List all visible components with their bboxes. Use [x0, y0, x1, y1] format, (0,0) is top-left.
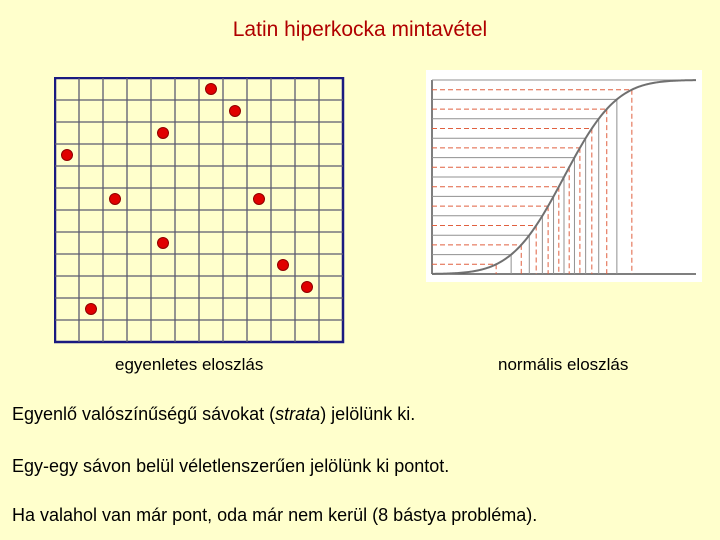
strata-term: strata: [275, 404, 321, 424]
random-point-paragraph: Egy-egy sávon belül véletlenszerűen jelölünk ki pontot.: [12, 456, 450, 476]
sample-point: [110, 194, 121, 205]
sample-point: [278, 260, 289, 271]
rook-problem-paragraph: Ha valahol van már pont, oda már nem kerül (8 bástya probléma).: [12, 505, 538, 525]
sample-point: [230, 106, 241, 117]
sample-point: [254, 194, 265, 205]
sample-point: [206, 84, 217, 95]
sample-point: [158, 128, 169, 139]
page-title: Latin hiperkocka mintavétel: [232, 18, 488, 41]
sample-point: [158, 238, 169, 249]
strata-text-before: Egyenlő valószínűségű sávokat (: [12, 404, 276, 424]
strata-text-after: ) jelölünk ki.: [320, 404, 416, 424]
uniform-grid-panel: [54, 77, 346, 350]
sample-point: [86, 304, 97, 315]
uniform-caption: egyenletes eloszlás: [115, 355, 264, 374]
normal-caption: normális eloszlás: [498, 355, 629, 374]
sample-point: [302, 282, 313, 293]
normal-cdf-panel: [426, 70, 702, 287]
latin-hypercube-grid: [54, 77, 346, 345]
sample-point: [62, 150, 73, 161]
strata-paragraph: [12, 404, 415, 425]
normal-cdf-plot: [426, 70, 702, 282]
